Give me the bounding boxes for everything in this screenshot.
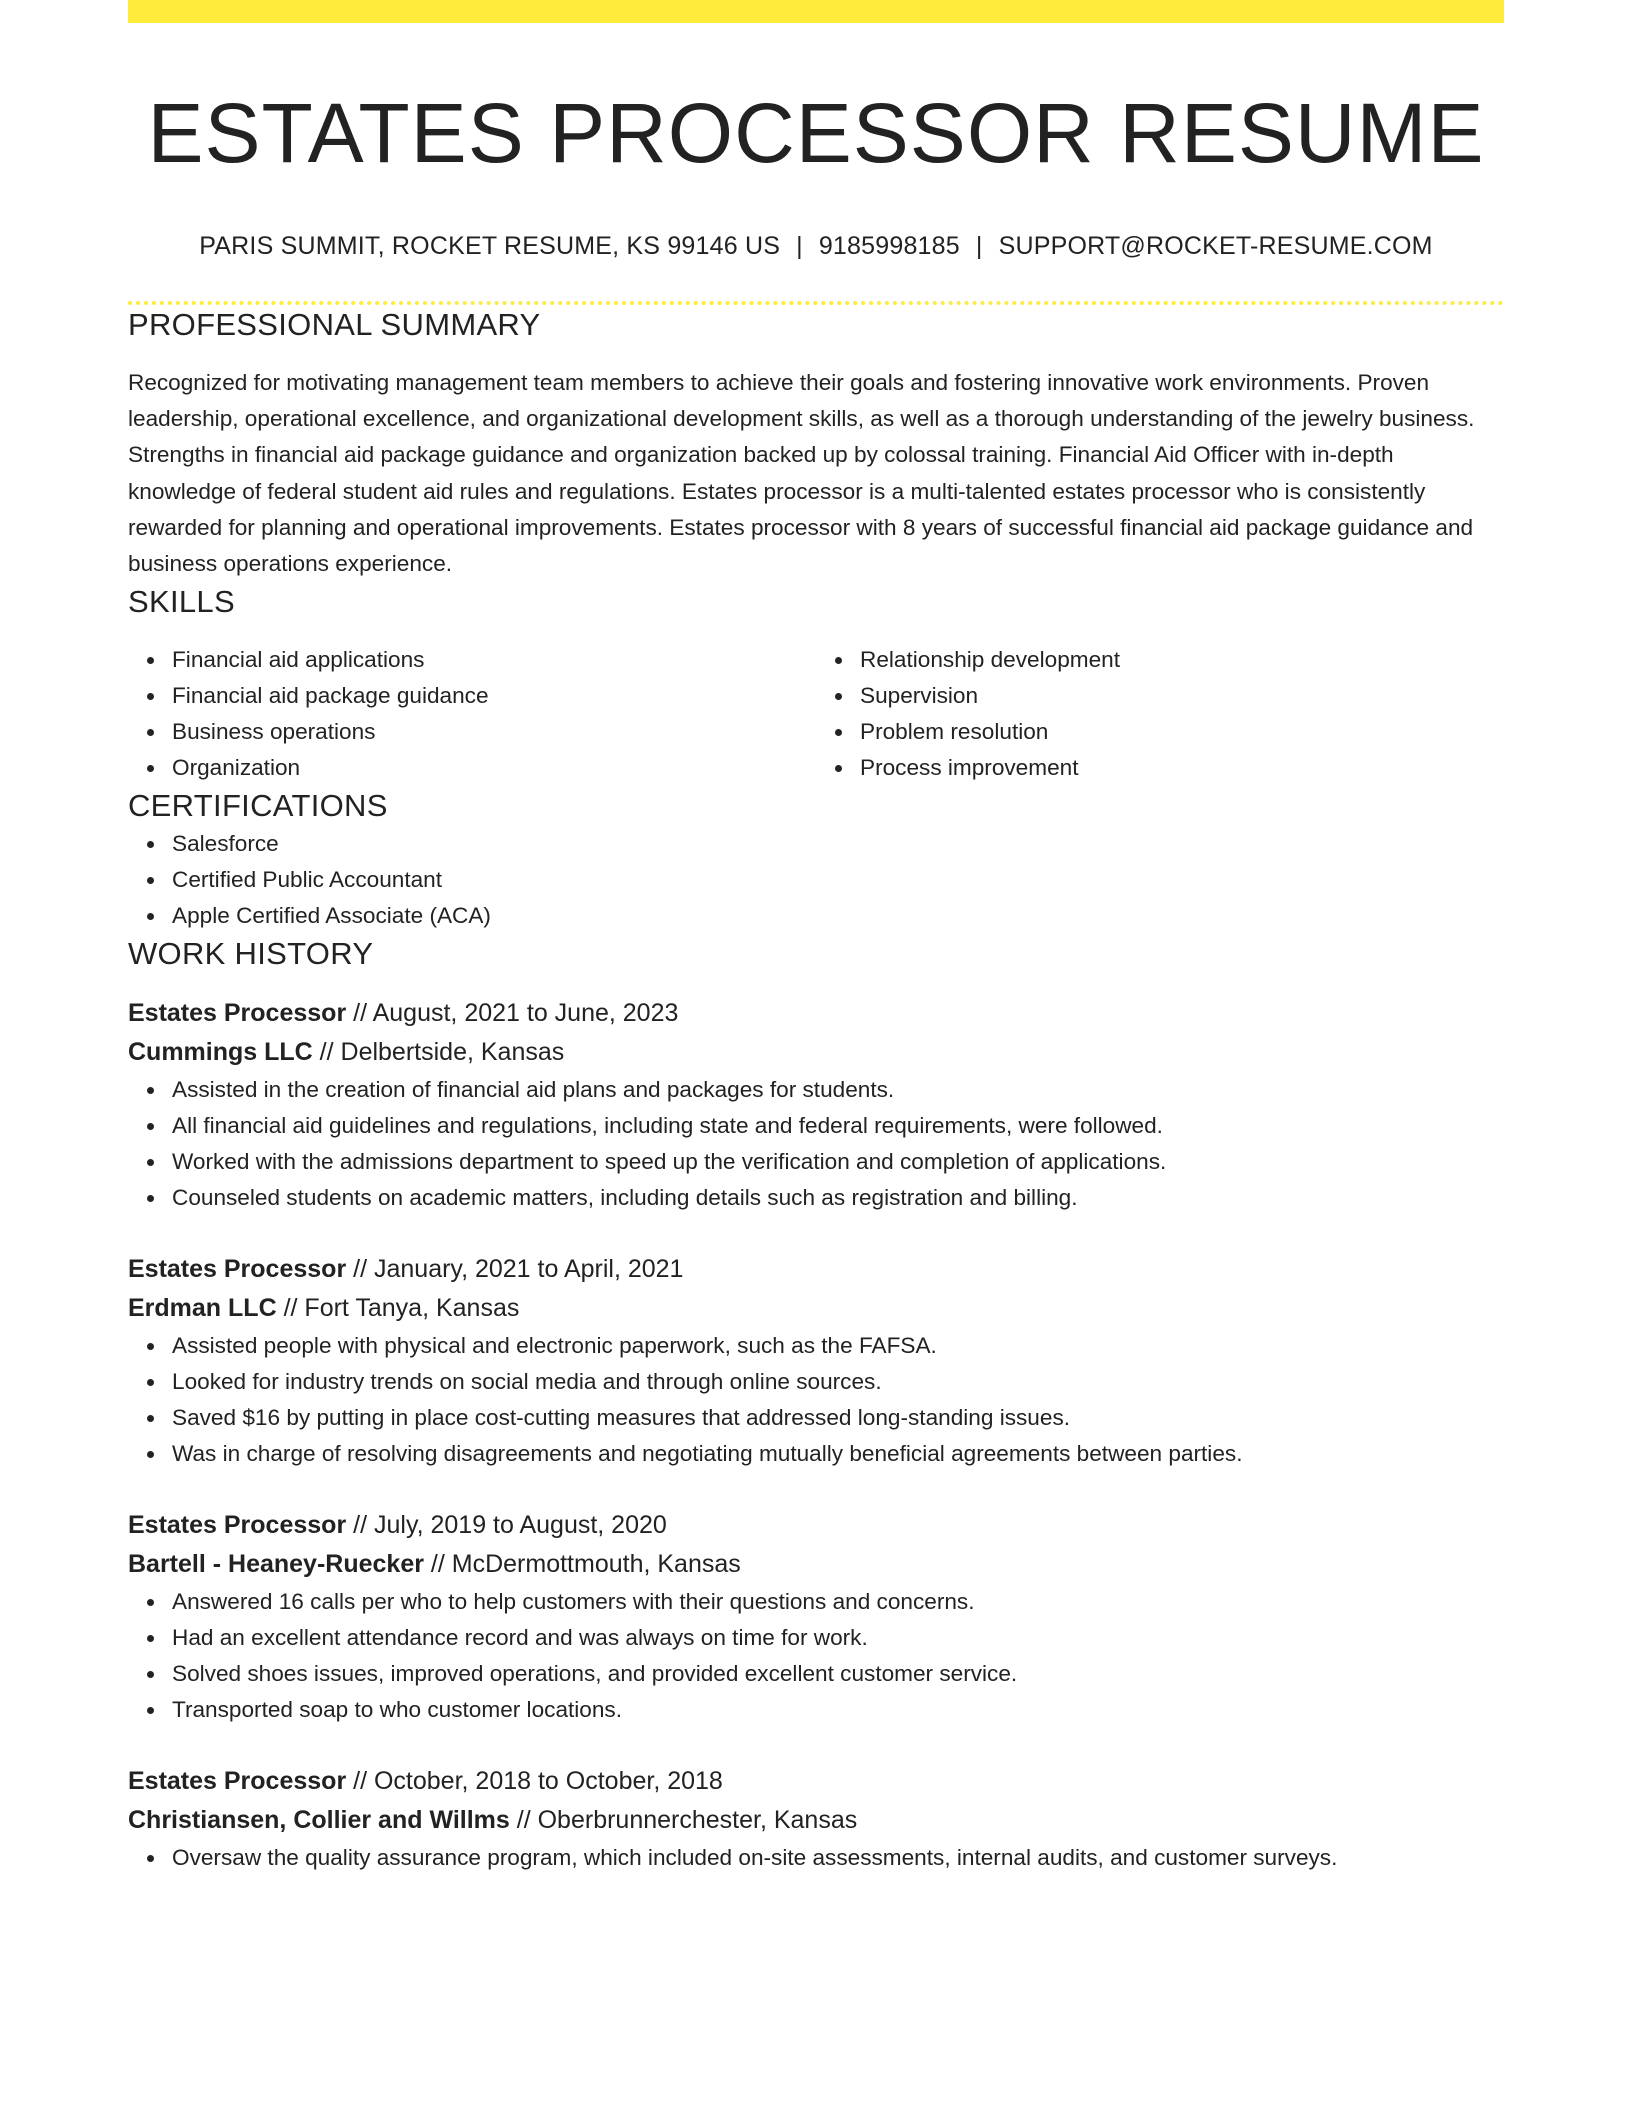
job-bullet: Transported soap to who customer locations. — [172, 1692, 1504, 1728]
job-bullet: Worked with the admissions department to speed up the verification and completion of applications. — [172, 1144, 1504, 1180]
skill-item: Problem resolution — [860, 714, 1504, 750]
work-history-heading: WORK HISTORY — [128, 936, 374, 972]
job-company: Bartell - Heaney-Ruecker — [128, 1550, 424, 1579]
job-entry — [128, 1762, 1504, 1876]
job-bullet: Solved shoes issues, improved operations, and provided excellent customer service. — [172, 1656, 1504, 1692]
skill-item: Process improvement — [860, 750, 1504, 786]
job-dates: August, 2021 to June, 2023 — [372, 999, 679, 1028]
job-bullet: Answered 16 calls per who to help customers with their questions and concerns. — [172, 1584, 1504, 1620]
job-bullet-list — [128, 1584, 1504, 1728]
resume-page — [128, 0, 1504, 1876]
job-company: Erdman LLC — [128, 1294, 277, 1323]
contact-email: SUPPORT@ROCKET-RESUME.COM — [998, 232, 1433, 260]
job-entry — [128, 994, 1504, 1216]
job-bullet: Looked for industry trends on social media and through online sources. — [172, 1364, 1504, 1400]
job-company: Cummings LLC — [128, 1038, 313, 1067]
job-role: Estates Processor — [128, 1767, 347, 1796]
certifications-list — [128, 826, 1504, 934]
skills-list-left — [128, 642, 816, 786]
skill-item: Financial aid applications — [172, 642, 816, 678]
contact-separator: | — [975, 232, 983, 260]
job-dates: October, 2018 to October, 2018 — [373, 1767, 723, 1796]
job-entry — [128, 1506, 1504, 1728]
job-role: Estates Processor — [128, 1255, 347, 1284]
job-bullet: All financial aid guidelines and regulations, including state and federal requirements, were followed. — [172, 1108, 1504, 1144]
skill-item: Supervision — [860, 678, 1504, 714]
job-location: McDermottmouth, Kansas — [451, 1550, 741, 1579]
job-bullet: Had an excellent attendance record and was always on time for work. — [172, 1620, 1504, 1656]
job-company-line — [128, 1545, 1504, 1584]
job-title-line — [128, 1762, 1504, 1801]
job-bullet-list — [128, 1072, 1504, 1216]
accent-top-bar — [128, 0, 1504, 23]
job-title-line — [128, 1250, 1504, 1289]
job-bullet: Assisted in the creation of financial aid plans and packages for students. — [172, 1072, 1504, 1108]
job-role: Estates Processor — [128, 999, 347, 1028]
job-bullet: Was in charge of resolving disagreements and negotiating mutually beneficial agreements between parties. — [172, 1436, 1504, 1472]
job-role: Estates Processor — [128, 1511, 347, 1540]
job-location: Oberbrunnerchester, Kansas — [537, 1806, 858, 1835]
job-location: Fort Tanya, Kansas — [304, 1294, 520, 1323]
contact-line — [128, 231, 1504, 261]
job-separator: // — [423, 1550, 452, 1579]
summary-text: Recognized for motivating management team members to achieve their goals and fostering innovative work environments. Proven leadership, operational excellence, and organizational development skills, as well as a thorough understanding of the jewelry business. Strengths in financial aid package guidance and organization backed up by colossal training. Financial Aid Officer with in-depth knowledge of federal student aid rules and regulations. Estates processor is a multi-talented estates processor who is consistently rewarded for planning and operational improvements. Estates processor with 8 years of successful financial aid package guidance and business operations experience. — [128, 370, 1475, 577]
job-dates: January, 2021 to April, 2021 — [373, 1255, 684, 1284]
resume-title: ESTATES PROCESSOR RESUME — [147, 86, 1485, 180]
job-entry — [128, 1250, 1504, 1472]
job-company-line — [128, 1801, 1504, 1840]
skill-item: Business operations — [172, 714, 816, 750]
skill-item: Financial aid package guidance — [172, 678, 816, 714]
job-separator: // — [346, 1255, 374, 1284]
job-bullet-list — [128, 1328, 1504, 1472]
job-company-line — [128, 1289, 1504, 1328]
job-bullet: Oversaw the quality assurance program, which included on-site assessments, internal audits, and customer surveys. — [172, 1840, 1504, 1876]
summary-heading: PROFESSIONAL SUMMARY — [128, 307, 541, 342]
skills-heading: SKILLS — [128, 584, 235, 620]
certification-item: Salesforce — [172, 826, 1504, 862]
job-bullet-list — [128, 1840, 1504, 1876]
job-separator: // — [276, 1294, 305, 1323]
job-bullet: Assisted people with physical and electronic paperwork, such as the FAFSA. — [172, 1328, 1504, 1364]
skills-list-right — [816, 642, 1504, 786]
job-bullet: Counseled students on academic matters, including details such as registration and billing. — [172, 1180, 1504, 1216]
job-company: Christiansen, Collier and Willms — [128, 1806, 510, 1835]
skill-item: Organization — [172, 750, 816, 786]
job-separator: // — [346, 999, 373, 1028]
job-bullet: Saved $16 by putting in place cost-cutting measures that addressed long-standing issues. — [172, 1400, 1504, 1436]
certification-item: Certified Public Accountant — [172, 862, 1504, 898]
job-separator: // — [509, 1806, 538, 1835]
job-title-line — [128, 994, 1504, 1033]
certification-item: Apple Certified Associate (ACA) — [172, 898, 1504, 934]
certifications-heading: CERTIFICATIONS — [128, 788, 388, 824]
skills-columns — [128, 642, 1504, 786]
job-location: Delbertside, Kansas — [340, 1038, 565, 1067]
contact-separator: | — [796, 232, 803, 260]
job-separator: // — [346, 1767, 374, 1796]
job-separator: // — [346, 1511, 374, 1540]
job-dates: July, 2019 to August, 2020 — [373, 1511, 667, 1540]
skill-item: Relationship development — [860, 642, 1504, 678]
job-separator: // — [312, 1038, 341, 1067]
job-company-line — [128, 1033, 1504, 1072]
contact-address: PARIS SUMMIT, ROCKET RESUME, KS 99146 US — [199, 232, 781, 260]
contact-phone: 9185998185 — [818, 232, 960, 260]
job-title-line — [128, 1506, 1504, 1545]
